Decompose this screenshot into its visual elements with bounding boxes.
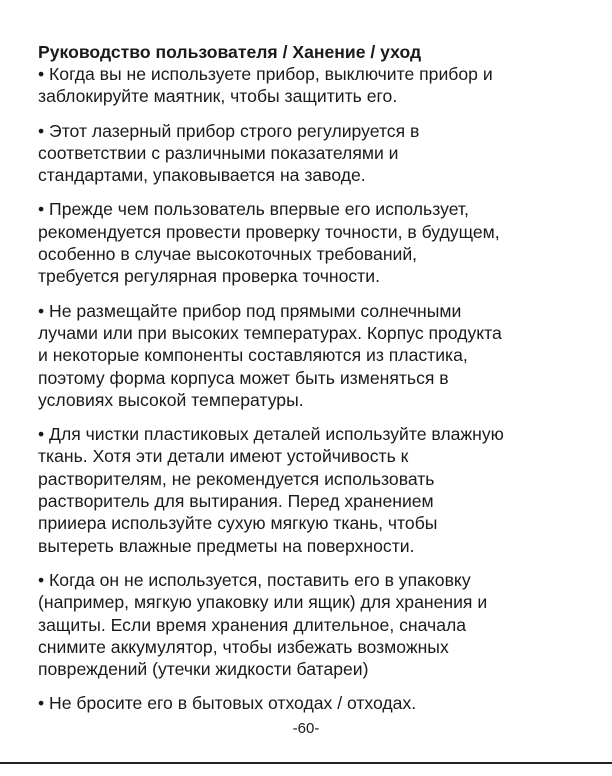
paragraph-cleaning xyxy=(38,423,578,557)
paragraph-line: повреждений (утечки жидкости батареи) xyxy=(38,659,369,680)
paragraph-accuracy-check xyxy=(38,198,578,287)
manual-page xyxy=(38,41,578,727)
paragraph-line: требуется регулярная проверка точности. xyxy=(38,266,380,287)
paragraph-line: и некоторые компоненты составляются из пластика, xyxy=(38,345,468,366)
paragraph-power-off xyxy=(38,63,578,108)
paragraph-line: лучами или при высоких температурах. Корпус продукта xyxy=(38,322,502,343)
paragraph-line: заблокируйте маятник, чтобы защитить его. xyxy=(38,86,398,107)
paragraph-line: • Не размещайте прибор под прямыми солнечными xyxy=(38,300,462,321)
page-number: -60- xyxy=(292,720,320,737)
paragraph-line: снимите аккумулятор, чтобы избежать возможных xyxy=(38,636,449,657)
paragraph-line: растворитель для вытирания. Перед хранением xyxy=(38,491,434,512)
paragraph-line: особенно в случае высокоточных требований, xyxy=(38,244,418,265)
paragraph-line: соответствии с различными показателями и xyxy=(38,142,399,163)
paragraph-line: ткань. Хотя эти детали имеют устойчивость к xyxy=(38,446,409,467)
paragraph-line: • Прежде чем пользователь впервые его использует, xyxy=(38,199,469,220)
paragraph-line: условиях высокой температуры. xyxy=(38,389,304,410)
paragraph-line: • Этот лазерный прибор строго регулируется в xyxy=(38,120,420,141)
paragraph-line: • Когда он не используется, поставить его в упаковку xyxy=(38,569,471,590)
paragraph-line: стандартами, упаковывается на заводе. xyxy=(38,165,366,186)
paragraph-line: защиты. Если время хранения длительное, сначала xyxy=(38,614,467,635)
paragraph-line: растворителям, не рекомендуется использовать xyxy=(38,468,435,489)
paragraph-line: поэтому форма корпуса может быть изменяться в xyxy=(38,367,449,388)
paragraph-line: (например, мягкую упаковку или ящик) для хранения и xyxy=(38,592,488,613)
paragraph-sunlight-heat xyxy=(38,300,578,411)
paragraph-disposal xyxy=(38,692,578,714)
paragraph-line: • Не бросите его в бытовых отходах / отходах. xyxy=(38,693,417,714)
paragraph-line: вытереть влажные предметы на поверхности. xyxy=(38,535,415,556)
paragraph-line: рекомендуется провести проверку точности, в будущем, xyxy=(38,221,500,242)
paragraph-storage xyxy=(38,569,578,680)
paragraph-factory-calibration xyxy=(38,120,578,187)
page-heading: Руководство пользователя / Ханение / уход xyxy=(38,42,422,62)
paragraph-line: прииера используйте сухую мягкую ткань, чтобы xyxy=(38,513,438,534)
paragraph-line: • Для чистки пластиковых деталей используйте влажную xyxy=(38,424,504,445)
paragraph-line: • Когда вы не используете прибор, выключите прибор и xyxy=(38,64,493,84)
bottom-divider xyxy=(0,762,612,764)
